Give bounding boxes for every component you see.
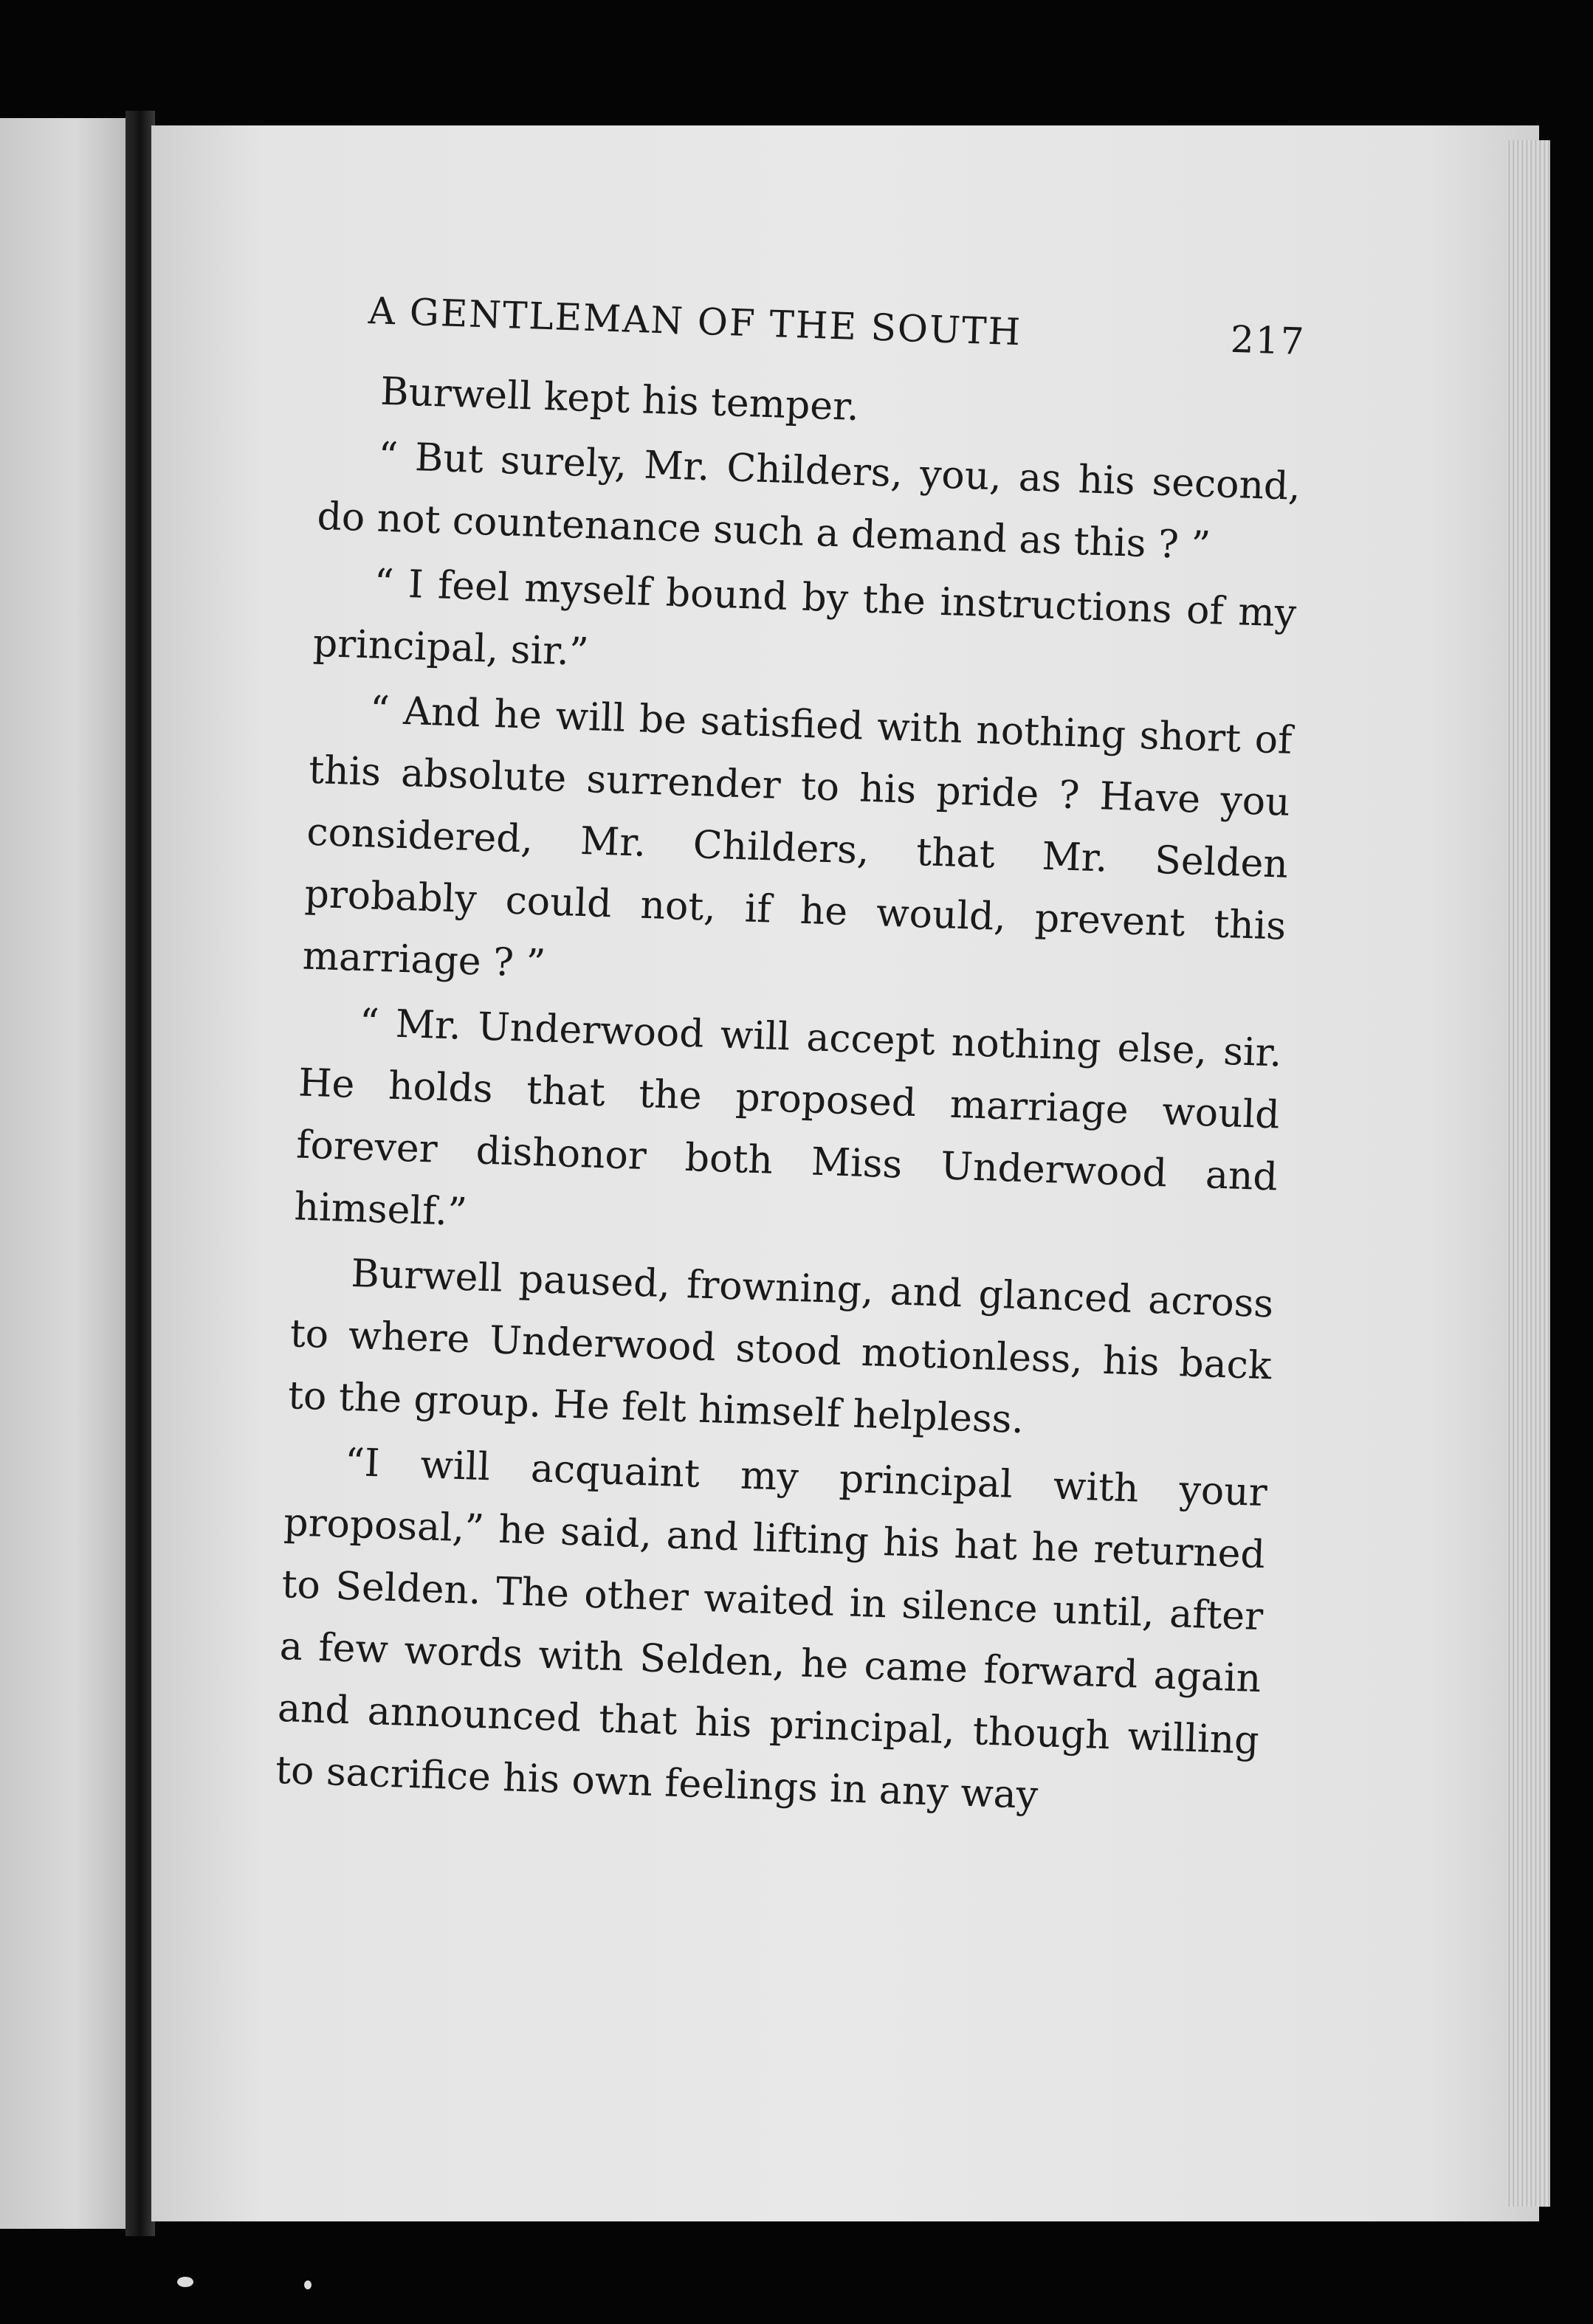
paragraph: “I will acquaint my principal with your proposal,” he said, and lifting his hat he returned to Selden. The other waited in silence until, after a few words with Selden, he came forward again and announced that his principal, though willing to sacrifice his own feelings in any way — [275, 1440, 1268, 1818]
running-head-title: A GENTLEMAN OF THE SOUTH — [368, 289, 1022, 354]
paragraph: “ Mr. Underwood will accept nothing else, sir. He holds that the proposed marriage would forever dishonor both Miss Underwood and himself.” — [293, 1001, 1283, 1235]
page-stack-edge — [1506, 140, 1550, 2207]
dust-speck — [177, 2277, 193, 2287]
paragraph: Burwell kept his temper. — [379, 369, 860, 430]
paragraph: Burwell paused, frowning, and glanced across to where Underwood stood motionless, his back to the group. He felt himself helpless. — [287, 1251, 1275, 1443]
paragraph: “ And he will be satisfied with nothing short of this absolute surrender to his pride ? Have you considered, Mr. Childers, that Mr. Selden probably could not, if he would, prevent this marriage ? ” — [301, 688, 1293, 987]
dust-speck — [304, 2280, 312, 2289]
book-gutter — [125, 111, 155, 2236]
page-text-block — [275, 288, 1306, 1837]
paragraph: “ But surely, Mr. Childers, you, as his second, do not countenance such a demand as this ? ” — [316, 434, 1301, 568]
left-page-edge — [0, 118, 125, 2229]
page-number: 217 — [1229, 317, 1307, 364]
paragraph: “ I feel myself bound by the instructions of my principal, sir.” — [312, 561, 1298, 675]
